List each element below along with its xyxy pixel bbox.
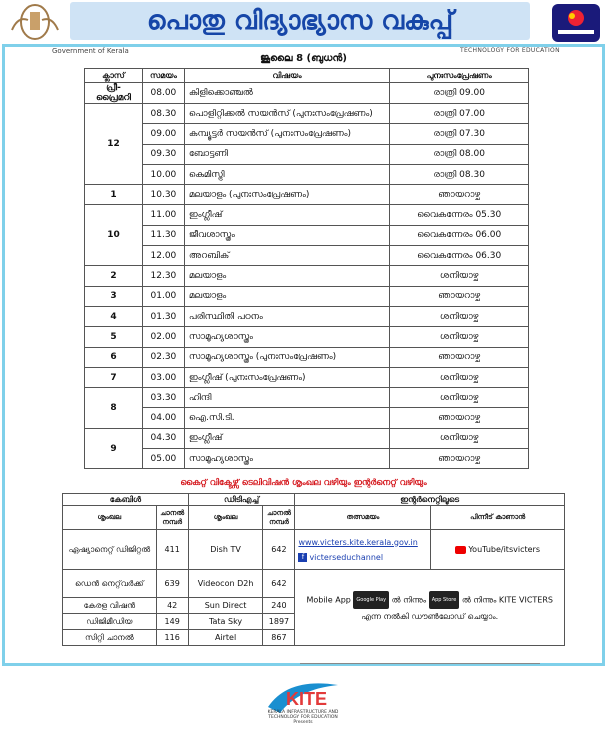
rebroadcast-cell: ശനിയാഴ്ച [390, 367, 529, 387]
subject-cell: പൊളിറ്റിക്കൽ സയൻസ് (പുനഃസംപ്രേഷണം) [184, 104, 389, 124]
dth-name: Airtel [188, 630, 263, 646]
rebroadcast-cell: രാത്രി 08.00 [390, 144, 529, 164]
schedule-table [84, 68, 529, 469]
youtube-cell [431, 530, 565, 570]
page-header [0, 0, 607, 46]
col-time: സമയം [142, 69, 184, 83]
subject-cell: മലയാളം [184, 286, 389, 306]
time-cell: 10.30 [142, 185, 184, 205]
government-label: Government of Kerala [52, 47, 129, 55]
time-cell: 01.00 [142, 286, 184, 306]
time-cell: 08.00 [142, 83, 184, 104]
cable-number: 149 [156, 614, 188, 630]
rebroadcast-cell: ശനിയാഴ്ച [390, 388, 529, 408]
channels-banner: കൈറ്റ് വിക്ടേഴ്സ് ടെലിവിഷൻ ശൃംഖല വഴിയും ഇന്റർനെറ്റ് വഴിയും [180, 478, 427, 488]
subject-cell: ഹിന്ദി [184, 388, 389, 408]
class-cell: 8 [85, 388, 143, 429]
schedule-row [85, 246, 529, 266]
subject-cell: ഇംഗ്ലീഷ് [184, 205, 389, 225]
cable-header: കേബിൾ [63, 494, 189, 506]
time-cell: 09.00 [142, 124, 184, 144]
schedule-date: ജൂലൈ 8 (ബുധൻ) [260, 53, 347, 64]
schedule-row [85, 124, 529, 144]
class-cell: 4 [85, 306, 143, 326]
subject-cell: ഇംഗ്ലീഷ് [184, 428, 389, 448]
rebroadcast-cell: ശനിയാഴ്ച [390, 306, 529, 326]
rebroadcast-cell: ഞായറാഴ്ച [390, 286, 529, 306]
subject-cell: കിളിക്കൊഞ്ചൽ [184, 83, 389, 104]
app-download-text: എന്ന നൽകി ഡൗൺലോഡ് ചെയ്യാം. [361, 611, 499, 621]
subject-cell: മലയാളം (പുനഃസംപ്രേഷണം) [184, 185, 389, 205]
time-cell: 11.00 [142, 205, 184, 225]
time-cell: 12.30 [142, 266, 184, 286]
facebook-icon: f [298, 553, 307, 562]
rebroadcast-cell: ശനിയാഴ്ച [390, 327, 529, 347]
class-cell: 3 [85, 286, 143, 306]
time-cell: 11.30 [142, 225, 184, 245]
footer-presents: Presents [293, 720, 313, 725]
time-cell: 08.30 [142, 104, 184, 124]
website-link[interactable]: www.victers.kite.kerala.gov.in [298, 537, 418, 547]
schedule-row [85, 408, 529, 428]
app-store-badge[interactable]: App Store [429, 591, 460, 609]
later-label: പിന്നീട് കാണാൻ [431, 506, 565, 530]
time-cell: 04.00 [142, 408, 184, 428]
dth-number: 867 [263, 630, 295, 646]
channels-table [62, 493, 565, 646]
cable-name: ഏഷ്യാനെറ്റ് ഡിജിറ്റൽ [63, 530, 157, 570]
rebroadcast-cell: രാത്രി 08.30 [390, 164, 529, 184]
live-label: തത്സമയം [295, 506, 431, 530]
rebroadcast-cell: ഞായറാഴ്ച [390, 449, 529, 469]
time-cell: 12.00 [142, 246, 184, 266]
schedule-row [85, 388, 529, 408]
time-cell: 03.30 [142, 388, 184, 408]
schedule-row [85, 164, 529, 184]
youtube-icon [455, 546, 466, 554]
subject-cell: സാമൂഹ്യശാസ്ത്രം [184, 327, 389, 347]
subject-cell: മലയാളം [184, 266, 389, 286]
live-links [295, 530, 431, 570]
dth-header: ഡിടിഎച്ച് [188, 494, 295, 506]
schedule-row [85, 225, 529, 245]
col-subject: വിഷയം [184, 69, 389, 83]
schedule-row [85, 306, 529, 326]
cable-name: ഡിജിമീഡിയ [63, 614, 157, 630]
rebroadcast-cell: ഞായറാഴ്ച [390, 347, 529, 367]
cable-number: 116 [156, 630, 188, 646]
dth-number: 1897 [263, 614, 295, 630]
time-cell: 09.30 [142, 144, 184, 164]
schedule-row [85, 205, 529, 225]
class-cell: 9 [85, 428, 143, 469]
subject-cell: അറബിക് [184, 246, 389, 266]
dth-name: Dish TV [188, 530, 263, 570]
col-rebroadcast: പുനഃസംപ്രേഷണം [390, 69, 529, 83]
time-cell: 02.00 [142, 327, 184, 347]
rebroadcast-cell: ശനിയാഴ്ച [390, 266, 529, 286]
schedule-row [85, 428, 529, 448]
rebroadcast-cell: വൈകന്നേരം 05.30 [390, 205, 529, 225]
cable-name: ഡെൻ നെറ്റ്‌വർക്ക് [63, 570, 157, 598]
class-cell: 2 [85, 266, 143, 286]
time-cell: 01.30 [142, 306, 184, 326]
time-cell: 03.00 [142, 367, 184, 387]
dth-number: 642 [263, 570, 295, 598]
dth-number: 642 [263, 530, 295, 570]
app-mid-text: ൽ നിന്നും [391, 595, 427, 604]
subject-cell: ഐ.സി.ടി. [184, 408, 389, 428]
footer-org-text: KERALA INFRASTRUCTURE AND TECHNOLOGY FOR EDUCATION [267, 710, 339, 720]
subject-cell: സാമൂഹ്യശാസ്ത്രം (പുനഃസംപ്രേഷണം) [184, 347, 389, 367]
class-cell: 7 [85, 367, 143, 387]
kerala-emblem-icon [4, 2, 66, 42]
dth-name: Videocon D2h [188, 570, 263, 598]
subject-cell: സാമൂഹ്യശാസ്ത്രം [184, 449, 389, 469]
rebroadcast-cell: രാത്രി 07.00 [390, 104, 529, 124]
schedule-row [85, 266, 529, 286]
signature-line [300, 656, 540, 664]
internet-header: ഇന്റർനെറ്റിലൂടെ [295, 494, 565, 506]
class-cell: 1 [85, 185, 143, 205]
time-cell: 04.30 [142, 428, 184, 448]
rebroadcast-cell: രാത്രി 09.00 [390, 83, 529, 104]
time-cell: 02.30 [142, 347, 184, 367]
rebroadcast-cell: ശനിയാഴ്ച [390, 428, 529, 448]
subject-cell: ഇംഗ്ലീഷ് (പുനഃസംപ്രേഷണം) [184, 367, 389, 387]
app-info [295, 570, 565, 646]
rebroadcast-cell: ഞായറാഴ്ച [390, 408, 529, 428]
subject-cell: കെമിസ്ട്രി [184, 164, 389, 184]
schedule-row [85, 449, 529, 469]
cable-number-label: ചാനൽ നമ്പർ [156, 506, 188, 530]
subject-cell: പരിസ്ഥിതി പഠനം [184, 306, 389, 326]
schedule-row [85, 367, 529, 387]
rebroadcast-cell: രാത്രി 07.30 [390, 124, 529, 144]
dth-network-label: ശൃംഖല [188, 506, 263, 530]
class-cell: 10 [85, 205, 143, 266]
youtube-link[interactable]: YouTube/itsvicters [468, 545, 540, 554]
cable-number: 42 [156, 598, 188, 614]
cable-name: സിറ്റി ചാനൽ [63, 630, 157, 646]
schedule-row [85, 185, 529, 205]
cable-number: 411 [156, 530, 188, 570]
dth-name: Tata Sky [188, 614, 263, 630]
dth-number: 240 [263, 598, 295, 614]
schedule-row [85, 286, 529, 306]
kite-logo-text: KITE [286, 689, 328, 709]
dth-number-label: ചാനൽ നമ്പർ [263, 506, 295, 530]
cable-network-label: ശൃംഖല [63, 506, 157, 530]
subject-cell: കമ്പ്യൂട്ടർ സയൻസ് (പുനഃസംപ്രേഷണം) [184, 124, 389, 144]
schedule-row [85, 347, 529, 367]
rebroadcast-cell: വൈകന്നേരം 06.00 [390, 225, 529, 245]
schedule-row [85, 327, 529, 347]
subject-cell: ജീവശാസ്ത്രം [184, 225, 389, 245]
dth-name: Sun Direct [188, 598, 263, 614]
tech-label: TECHNOLOGY FOR EDUCATION [460, 47, 560, 54]
page-title: പൊതു വിദ്യാഭ്യാസ വകുപ്പ് [70, 2, 530, 40]
schedule-row [85, 104, 529, 124]
cable-number: 639 [156, 570, 188, 598]
subject-cell: ബോട്ടണി [184, 144, 389, 164]
google-play-badge[interactable]: Google Play [353, 591, 389, 609]
cable-name: കേരള വിഷൻ [63, 598, 157, 614]
class-cell: പ്രീ-പ്രൈമറി [85, 83, 143, 104]
rebroadcast-cell: വൈകന്നേരം 06.30 [390, 246, 529, 266]
app-label: Mobile App [306, 595, 351, 604]
col-class: ക്ലാസ് [85, 69, 143, 83]
facebook-link[interactable]: victerseduchannel [309, 552, 384, 562]
rebroadcast-cell: ഞായറാഴ്ച [390, 185, 529, 205]
class-cell: 6 [85, 347, 143, 367]
time-cell: 10.00 [142, 164, 184, 184]
app-end-text: ൽ നിന്നും KITE VICTERS [461, 595, 553, 604]
footer-org [255, 710, 351, 725]
schedule-row [85, 83, 529, 104]
class-cell: 5 [85, 327, 143, 347]
time-cell: 05.00 [142, 449, 184, 469]
victers-logo-icon [548, 2, 604, 44]
schedule-row [85, 144, 529, 164]
class-cell: 12 [85, 104, 143, 185]
